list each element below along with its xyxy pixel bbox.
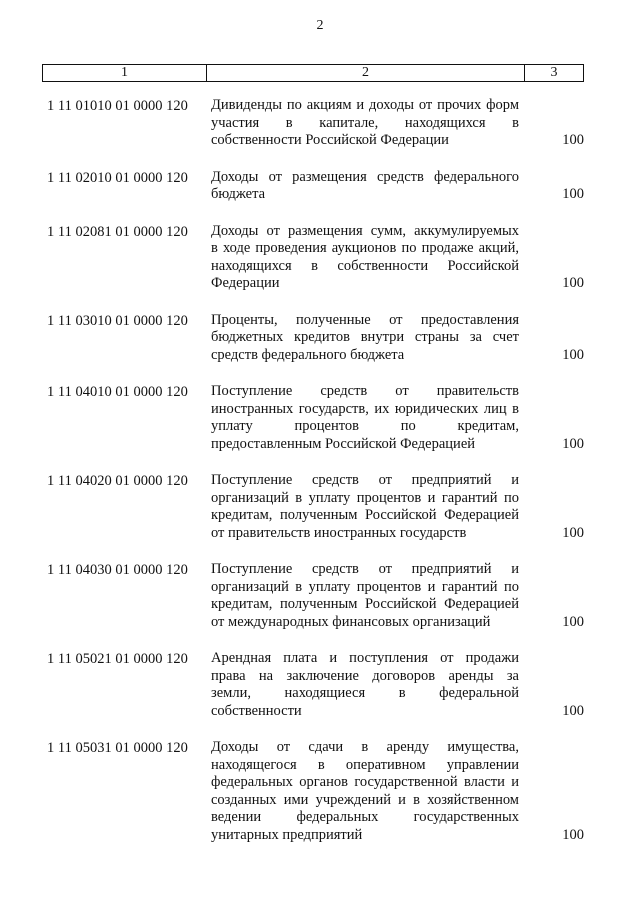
allocation-norm: 100 — [562, 435, 584, 452]
classification-code: 1 11 02010 01 0000 120 — [47, 169, 188, 186]
column-header-row — [43, 65, 584, 82]
revenue-description — [211, 561, 519, 631]
description-line: кредитам, полученным Российской Федерацией — [211, 507, 519, 523]
revenue-description — [211, 169, 519, 204]
table-row — [47, 312, 587, 365]
allocation-norm: 100 — [562, 613, 584, 630]
classification-code: 1 11 05021 01 0000 120 — [47, 651, 188, 667]
revenue-description — [211, 223, 519, 293]
description-line: организаций в уплату процентов и гарантий по — [211, 489, 519, 506]
description-line: Поступление средств от правительств — [211, 383, 519, 399]
description-line: уплату процентов по кредитам, — [211, 418, 519, 434]
allocation-norm: 100 — [562, 346, 584, 363]
column-header-1: 1 — [43, 65, 207, 82]
revenue-description — [211, 472, 519, 542]
classification-code: 1 11 02081 01 0000 120 — [47, 223, 188, 240]
description-line: собственности Российской Федерации — [211, 132, 449, 148]
classification-code: 1 11 03010 01 0000 120 — [47, 312, 188, 329]
column-header-table — [42, 64, 584, 82]
description-line: организаций в уплату процентов и гарантий по — [211, 578, 519, 595]
description-line: находящегося в оперативном управлении — [211, 756, 519, 773]
description-line: Поступление средств от предприятий и — [211, 472, 519, 488]
allocation-norm: 100 — [562, 132, 584, 148]
description-line: ведении федеральных государственных — [211, 809, 519, 825]
page-number: 2 — [316, 18, 324, 33]
description-line: Доходы от сдачи в аренду имущества, — [211, 739, 519, 755]
budget-classification-list — [47, 97, 587, 863]
column-header-3: 3 — [525, 65, 584, 82]
description-line: созданных ими учреждений и в хозяйственном — [211, 791, 519, 808]
description-line: Поступление средств от предприятий и — [211, 561, 519, 577]
description-line: Доходы от размещения средств федерального — [211, 168, 519, 185]
description-line: унитарных предприятий — [211, 826, 363, 843]
table-row — [47, 472, 587, 542]
description-line: Доходы от размещения сумм, аккумулируемых — [211, 222, 519, 239]
allocation-norm: 100 — [562, 702, 584, 719]
allocation-norm: 100 — [562, 524, 584, 541]
description-line: от правительств иностранных государств — [211, 524, 467, 541]
table-row — [47, 650, 587, 720]
revenue-description — [211, 312, 519, 365]
description-line: находящихся в собственности Российской — [211, 257, 519, 274]
classification-code: 1 11 05031 01 0000 120 — [47, 740, 188, 756]
column-header-2: 2 — [207, 65, 525, 82]
description-line: от международных финансовых организаций — [211, 613, 491, 630]
allocation-norm: 100 — [562, 826, 584, 843]
table-row — [47, 223, 587, 293]
description-line: Проценты, полученные от предоставления — [211, 311, 519, 328]
description-line: собственности — [211, 702, 302, 719]
description-line: права на заключение договоров аренды за — [211, 667, 519, 684]
description-line: Арендная плата и поступления от продажи — [211, 650, 519, 666]
description-line: бюджета — [211, 186, 266, 202]
description-line: в ходе проведения аукционов по продаже акций, — [211, 240, 519, 256]
table-row — [47, 383, 587, 453]
revenue-description — [211, 739, 519, 844]
table-row — [47, 561, 587, 631]
revenue-description — [211, 650, 519, 720]
description-line: Федерации — [211, 275, 280, 291]
table-row — [47, 97, 587, 150]
description-line: предоставленным Российской Федерацией — [211, 435, 476, 452]
allocation-norm: 100 — [562, 275, 584, 291]
table-row — [47, 739, 587, 844]
classification-code: 1 11 04020 01 0000 120 — [47, 473, 188, 489]
description-line: кредитам, полученным Российской Федерацией — [211, 596, 519, 612]
description-line: иностранных государств, их юридических лиц в — [211, 400, 519, 417]
description-line: участия в капитале, находящихся в — [211, 114, 519, 131]
allocation-norm: 100 — [562, 186, 584, 202]
classification-code: 1 11 04030 01 0000 120 — [47, 562, 188, 578]
classification-code: 1 11 04010 01 0000 120 — [47, 384, 188, 400]
description-line: федеральных органов государственной власти и — [211, 774, 519, 790]
description-line: земли, находящиеся в федеральной — [211, 685, 519, 701]
table-row — [47, 169, 587, 204]
description-line: бюджетных кредитов внутри страны за счет — [211, 329, 519, 345]
revenue-description — [211, 383, 519, 453]
classification-code: 1 11 01010 01 0000 120 — [47, 98, 188, 114]
description-line: средств федерального бюджета — [211, 346, 405, 363]
revenue-description — [211, 97, 519, 150]
description-line: Дивиденды по акциям и доходы от прочих форм — [211, 97, 519, 113]
